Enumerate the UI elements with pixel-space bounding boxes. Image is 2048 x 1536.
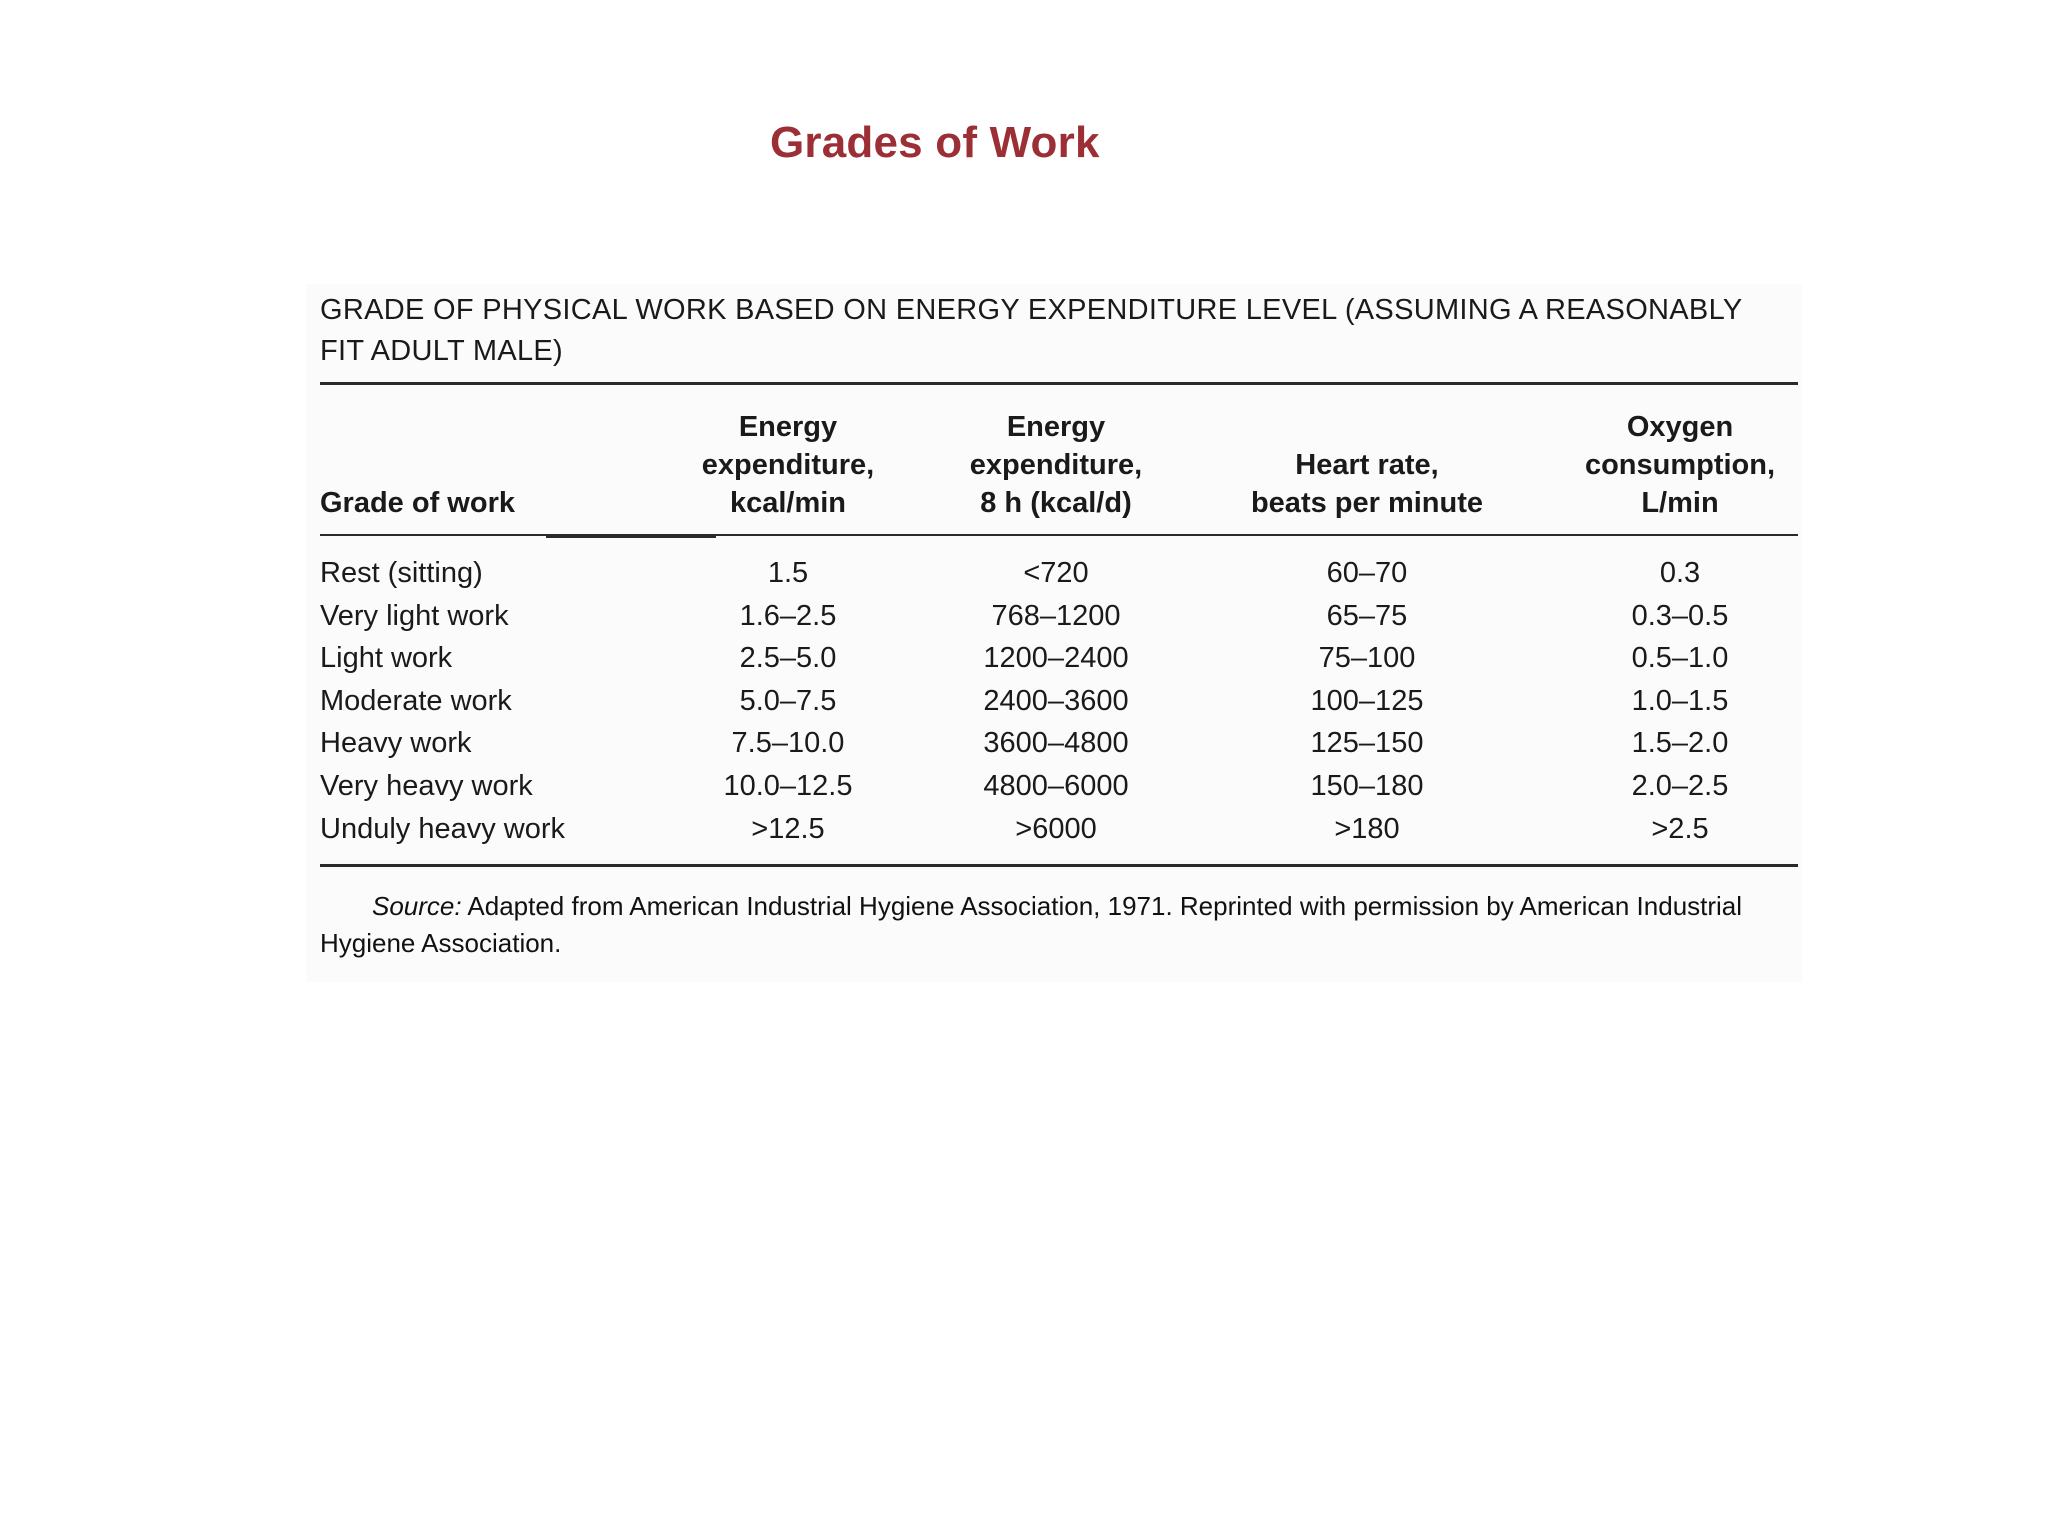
table-row [320,808,1800,851]
cell-grade: Heavy work [320,727,472,760]
cell-energy-8h: 4800–6000 [983,769,1129,802]
table-row [320,552,1800,595]
slide-title: Grades of Work [770,118,1100,167]
source-label: Source: [372,891,462,921]
cell-grade: Unduly heavy work [320,812,565,845]
cell-grade: Very heavy work [320,769,533,802]
header-line: expenditure, [701,449,875,481]
header-rule [320,534,1798,536]
bottom-rule [320,864,1798,867]
table-row [320,680,1800,723]
cell-heart-rate: >180 [1334,812,1400,845]
cell-heart-rate: 150–180 [1310,769,1424,802]
table-row [320,722,1800,765]
cell-heart-rate: 125–150 [1310,727,1424,760]
cell-grade: Very light work [320,599,509,632]
cell-grade: Light work [320,642,453,675]
work-grade-table [306,284,1802,982]
cell-oxygen: 1.5–2.0 [1631,727,1729,760]
cell-heart-rate: 100–125 [1310,684,1424,717]
header-grade-of-work: Grade of work [320,487,515,519]
header-energy-kcal-min [668,408,908,522]
cell-energy-kcal-min: 2.5–5.0 [739,642,837,675]
cell-energy-8h: <720 [1023,557,1089,589]
cell-energy-8h: 1200–2400 [983,642,1129,675]
table-caption: GRADE OF PHYSICAL WORK BASED ON ENERGY EXPENDITURE LEVEL (ASSUMING A REASONABLY FIT ADULT MALE) [320,294,1742,367]
table-row [320,765,1800,808]
header-line: beats per minute [1250,487,1484,519]
top-rule [320,382,1798,385]
header-line: Oxygen [1626,411,1734,443]
cell-energy-8h: >6000 [1015,812,1097,845]
cell-oxygen: 0.5–1.0 [1631,642,1729,675]
cell-heart-rate: 60–70 [1326,557,1408,589]
cell-energy-8h: 3600–4800 [983,727,1129,760]
header-line: consumption, [1584,449,1776,481]
cell-oxygen: >2.5 [1651,812,1709,845]
header-oxygen-consumption [1560,408,1800,522]
header-line: Energy [738,411,838,443]
header-rule-accent [546,534,716,538]
header-line: Energy [1006,411,1106,443]
cell-oxygen: 2.0–2.5 [1631,769,1729,802]
cell-energy-kcal-min: >12.5 [751,812,825,845]
table-row [320,637,1800,680]
header-heart-rate [1212,446,1522,522]
table-row [320,595,1800,638]
source-text: Adapted from American Industrial Hygiene Association, 1971. Reprinted with permission by American Industrial Hygiene Association. [320,891,1743,958]
cell-grade: Moderate work [320,684,512,717]
header-line: L/min [1641,487,1719,519]
cell-energy-kcal-min: 1.6–2.5 [739,599,837,632]
source-note [320,888,1810,962]
cell-oxygen: 0.3 [1659,557,1701,589]
cell-energy-kcal-min: 7.5–10.0 [731,727,845,760]
header-line: expenditure, [969,449,1143,481]
cell-energy-kcal-min: 1.5 [767,557,809,589]
header-line: kcal/min [729,487,847,519]
cell-grade: Rest (sitting) [320,557,483,589]
cell-heart-rate: 65–75 [1326,599,1408,632]
cell-energy-8h: 2400–3600 [983,684,1129,717]
cell-heart-rate: 75–100 [1318,642,1416,675]
cell-energy-kcal-min: 10.0–12.5 [723,769,853,802]
table-body [320,552,1800,850]
header-line: Heart rate, [1295,449,1439,481]
cell-energy-kcal-min: 5.0–7.5 [739,684,837,717]
cell-oxygen: 1.0–1.5 [1631,684,1729,717]
cell-energy-8h: 768–1200 [991,599,1121,632]
header-line: 8 h (kcal/d) [980,487,1132,519]
cell-oxygen: 0.3–0.5 [1631,599,1729,632]
header-energy-8h [936,408,1176,522]
